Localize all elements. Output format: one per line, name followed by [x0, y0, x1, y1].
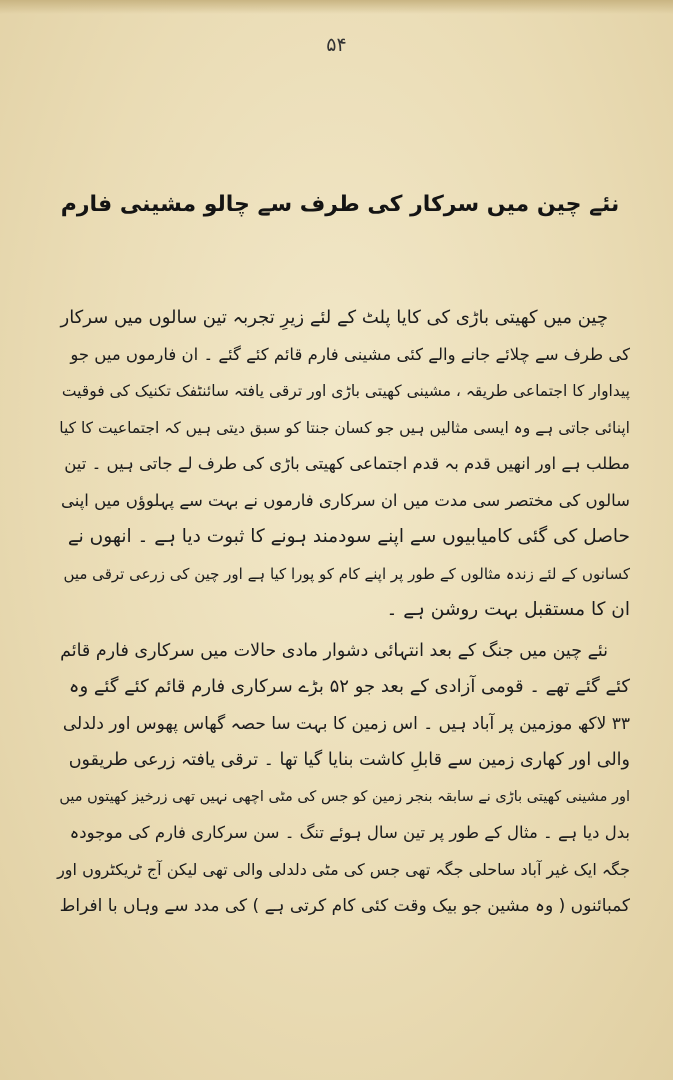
text-line: کی طرف سے چلائے جانے والے کئی مشینی فارم قائم کئے گئے ۔ ان فارموں میں جو [70, 344, 630, 364]
page-edge-shadow [0, 0, 673, 14]
text-line: چین میں کھیتی باڑی کی کایا پلٹ کے لئے زیرِ تجربہ تین سالوں میں سرکار [60, 307, 608, 328]
paragraph-1 [55, 300, 630, 629]
text-line: کمبائنوں ( وہ مشین جو بیک وقت کئی کام کرتی ہے ) کی مدد سے وہاں با افراط [59, 896, 630, 916]
text-line: مطلب ہے اور انھیں قدم بہ قدم اجتماعی کھیتی باڑی کی طرف لے جاتی ہیں ۔ تین [64, 454, 630, 473]
text-line: اپنائی جاتی ہے وہ ایسی مثالیں ہیں جو کسان جنتا کو سبق دیتی ہیں کہ اجتماعیت کا کیا [59, 418, 630, 437]
text-line: پیداوار کا اجتماعی طریقہ ، مشینی کھیتی باڑی اور ترقی یافتہ سائنٹفک تکنیک کی فوقیت [61, 382, 630, 400]
text-line: ۳۳ لاکھ موزمین پر آباد ہیں ۔ اس زمین کا بہت سا حصہ گھاس پھوس اور دلدلی [62, 713, 630, 734]
page-number: ۵۴ [326, 34, 347, 56]
text-line: اور مشینی کھیتی باڑی نے سابقہ بنجر زمین کو جس کی مٹی اچھی نہیں تھی زرخیز کھیتوں میں [59, 788, 630, 805]
text-line: بدل دیا ہے ۔ مثال کے طور پر تین سال ہوئے تنگ ۔ سن سرکاری فارم کی موجودہ [69, 823, 630, 842]
text-line: حاصل کی گئی کامیابیوں سے اپنے سودمند ہونے کا ثبوت دیا ہے ۔ انھوں نے [67, 526, 630, 547]
text-line: نئے چین میں جنگ کے بعد انتہائی دشوار مادی حالات میں سرکاری فارم قائم [60, 640, 608, 661]
body-text [55, 300, 630, 925]
text-line: والی اور کھاری زمین سے قابلِ کاشت بنایا گیا تھا ۔ ترقی یافتہ زرعی طریقوں [68, 750, 630, 770]
text-line: کسانوں کے لئے زندہ مثالوں کے طور پر اپنے کام کو پورا کیا ہے اور چین کی زرعی ترقی میں [63, 564, 630, 583]
text-line: سالوں کی مختصر سی مدت میں ان سرکاری فارموں نے بہت سے پہلوؤں میں اپنی [60, 490, 630, 510]
text-line: ان کا مستقبل بہت روشن ہے ۔ [386, 599, 630, 620]
paragraph-2 [55, 633, 630, 925]
text-line: جگہ ایک غیر آباد ساحلی جگہ تھی جس کی مٹی دلدلی والی تھی لیکن آج ٹریکٹروں اور [57, 859, 630, 879]
text-line: کئے گئے تھے ۔ قومی آزادی کے بعد جو ۵۲ بڑے سرکاری فارم قائم کئے گئے وہ [68, 676, 630, 697]
chapter-title: نئے چین میں سرکار کی طرف سے چالو مشینی فارم [60, 192, 620, 217]
